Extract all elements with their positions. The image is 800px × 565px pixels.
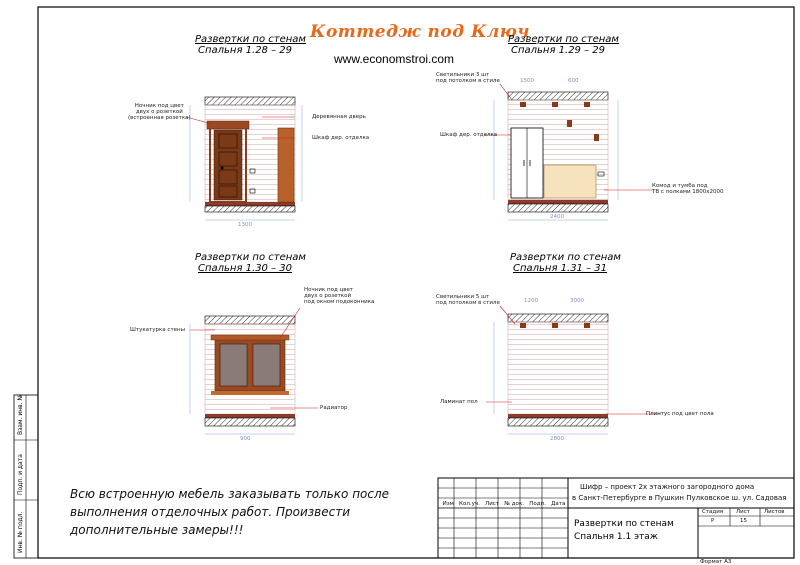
- note-line-1: Всю встроенную мебель заказывать только после: [70, 487, 390, 501]
- view-4-subtitle: Спальня 1.31 – 31: [512, 263, 607, 274]
- callout-line: Ночник под цвет: [304, 287, 354, 293]
- view-1-title-line: Развертки по стенам: [195, 34, 306, 45]
- callout-v2-right: [652, 183, 724, 195]
- callout-line: под потолком в стиле: [436, 300, 500, 306]
- callout-line: Ночник под цвет: [134, 103, 184, 109]
- col-header: № док.: [504, 501, 524, 507]
- note-line-3: дополнительные замеры!!!: [70, 523, 244, 537]
- side-label-1: Взам. инв. №: [17, 394, 24, 435]
- stage-label: Стадия: [702, 509, 724, 515]
- view-2-elevation: [484, 84, 652, 220]
- callout-v3-top: [304, 287, 374, 305]
- callout-line: (встроенная розетка): [128, 115, 191, 121]
- callout-v2-left: Шкаф дер. отделка: [440, 132, 498, 138]
- view-1-subtitle: Спальня 1.28 – 29: [197, 45, 292, 56]
- callout-line: под потолком в стиле: [436, 78, 500, 84]
- note-line-2: выполнения отделочных работ. Произвести: [70, 505, 350, 519]
- side-label-2: Подп. и дата: [17, 454, 24, 495]
- callout-v3-left: Штукатурка стены: [130, 327, 185, 333]
- website-url: www.economstroi.com: [334, 52, 455, 66]
- wardrobe-side: [278, 128, 294, 202]
- callout-line: ТВ с полками 1800х2000: [652, 189, 724, 195]
- view-4-elevation: [486, 306, 660, 434]
- callout-v2-top: [436, 72, 500, 84]
- dim-v4-top: 1200: [524, 298, 538, 304]
- sheet-border: [38, 7, 794, 558]
- callout-line: Светильники 3 шт: [436, 72, 490, 78]
- title-block-col-headers: [440, 501, 568, 507]
- sheet-label: Лист: [736, 509, 750, 515]
- sheet-title: [574, 518, 674, 544]
- window-pane-right: [253, 344, 280, 386]
- callout-line: Комод и тумба под: [652, 183, 708, 189]
- view-3-elevation: [190, 308, 318, 434]
- callout-v1-left: [128, 103, 191, 121]
- window-pane-left: [220, 344, 247, 386]
- sheet-value: 15: [740, 518, 747, 524]
- dim-v4-bottom: 2800: [550, 436, 564, 442]
- callout-line: двух о розеткой: [135, 109, 183, 115]
- col-header: Изм: [442, 501, 454, 507]
- callout-v4-top: [436, 294, 500, 306]
- callout-line: Светильники 5 шт: [436, 294, 490, 300]
- dresser: [544, 165, 596, 198]
- dim-v4-top2: 3000: [570, 298, 584, 304]
- stage-value: Р: [711, 518, 715, 524]
- view-2-title-line: Развертки по стенам: [508, 34, 619, 45]
- view-1-elevation: [186, 97, 302, 220]
- view-2-title: [508, 34, 619, 56]
- col-header: Лист: [485, 501, 500, 507]
- col-header: Кол.уч.: [459, 501, 480, 507]
- project-line-1: Шифр – проект 2х этажного загородного дома: [580, 483, 755, 491]
- callout-v3-right: Радиатор: [320, 405, 348, 411]
- side-label-3: Инв. № подл.: [17, 511, 24, 553]
- door-lintel: [207, 121, 249, 129]
- view-2-subtitle: Спальня 1.29 – 29: [510, 45, 605, 56]
- sheet-title-line-1: Развертки по стенам: [574, 519, 674, 529]
- installation-note: [70, 485, 389, 539]
- brand-logo-text: Коттедж под Ключ: [310, 22, 531, 42]
- door-leaf: [214, 130, 242, 200]
- format-label: Формат А3: [700, 559, 732, 565]
- callout-line: двух о розеткой: [304, 293, 352, 299]
- view-3-title-line: Развертки по стенам: [195, 252, 306, 263]
- view-3-subtitle: Спальня 1.30 – 30: [197, 263, 292, 274]
- project-line-2: в Санкт-Петербурге в Пушкин Пулковское ш. ул. Садовая: [572, 494, 787, 502]
- callout-v1-right2: Шкаф дер. отделка: [312, 135, 370, 141]
- callout-v4-right: Плинтус под цвет пола: [646, 411, 714, 417]
- view-3-title: [195, 252, 306, 274]
- dim-v3-bottom: 900: [240, 436, 251, 442]
- sheets-label: Листов: [764, 509, 785, 515]
- view-4-title: [510, 252, 621, 274]
- col-header: Подп.: [529, 501, 546, 507]
- col-header: Дата: [551, 501, 566, 507]
- view-4-title-line: Развертки по стенам: [510, 252, 621, 263]
- dim-v2-bottom: 2400: [550, 214, 564, 220]
- sheet-title-line-2: Спальня 1.1 этаж: [574, 532, 658, 542]
- dim-v2-top2: 600: [568, 78, 579, 84]
- dim-v2-top: 1500: [520, 78, 534, 84]
- view-1-title: [195, 34, 306, 56]
- callout-line: под окном подоконника: [304, 299, 375, 305]
- callout-v4-left: Ламинат пол: [440, 399, 478, 405]
- dim-v1-bottom: 1300: [238, 222, 252, 228]
- callout-v1-right1: Деревянная дверь: [312, 114, 366, 120]
